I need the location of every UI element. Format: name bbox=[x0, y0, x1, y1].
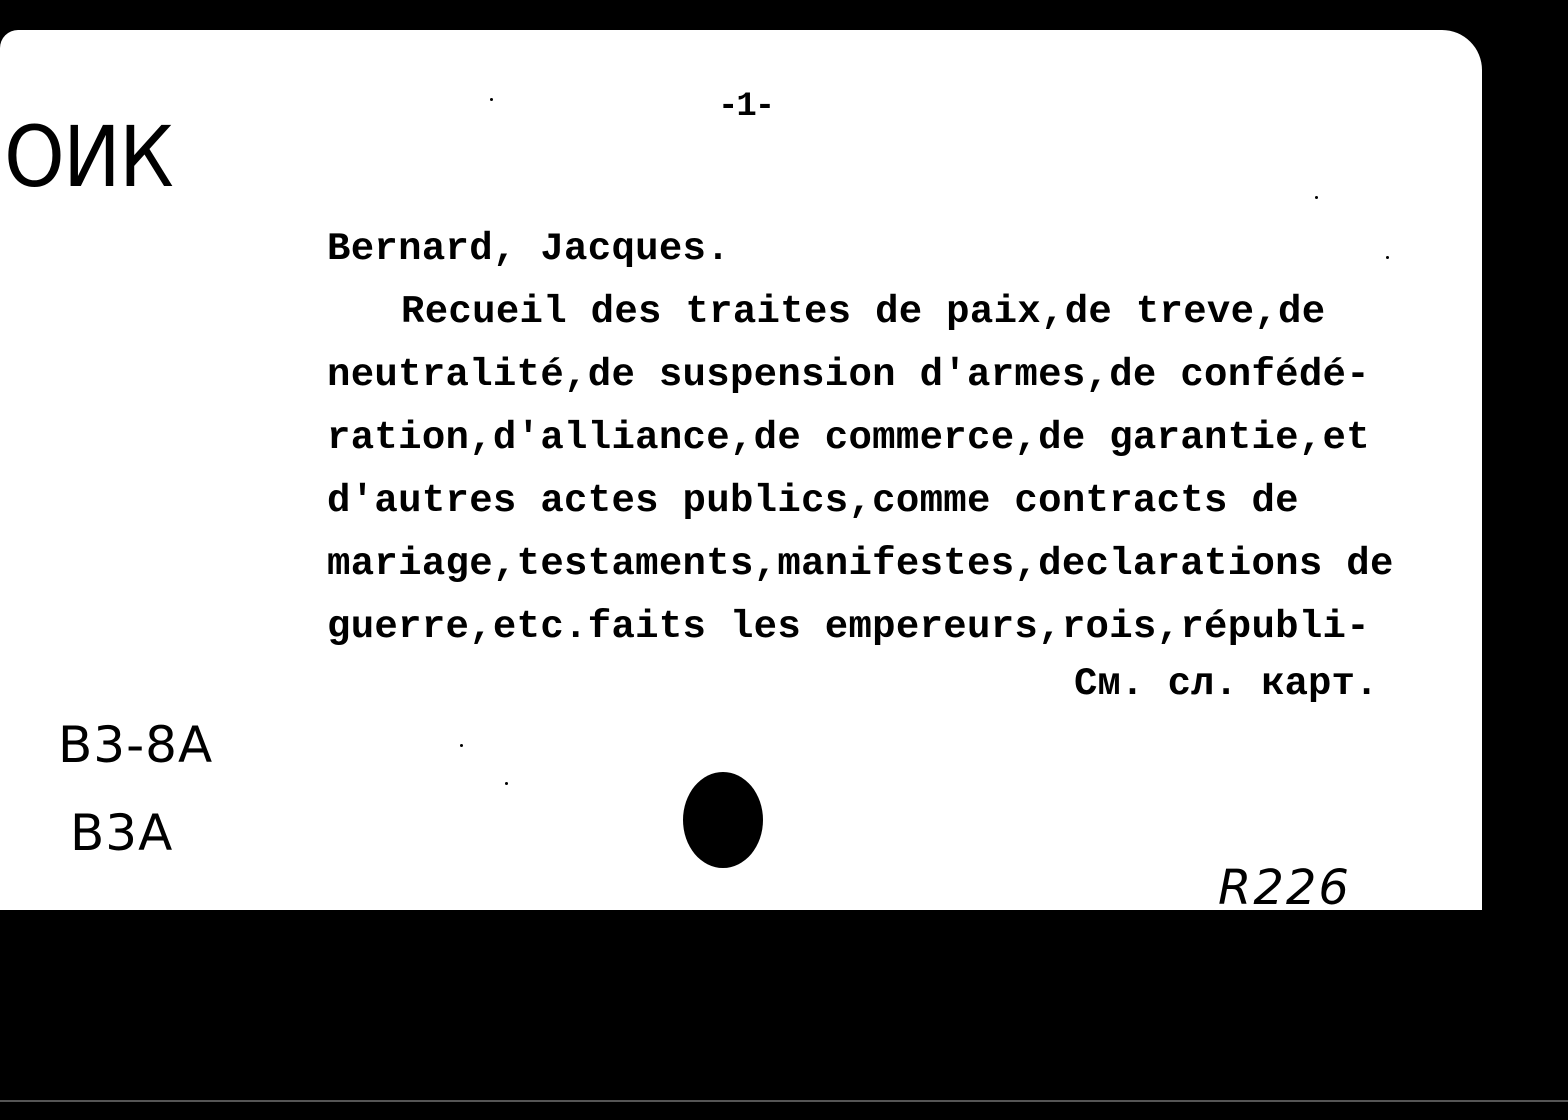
author-line: Bernard, Jacques. bbox=[327, 227, 730, 271]
scan-speck bbox=[1386, 256, 1389, 259]
catalog-card bbox=[0, 30, 1482, 916]
bibliographic-entry bbox=[327, 218, 1457, 659]
scan-speck bbox=[1315, 196, 1318, 199]
scan-speck bbox=[505, 782, 508, 785]
handwritten-collection-mark: ОИК bbox=[4, 108, 172, 206]
scan-speck bbox=[490, 98, 493, 101]
title-line: d'autres actes publics,comme contracts de bbox=[327, 479, 1299, 523]
scanner-edge-line bbox=[0, 1100, 1568, 1102]
handwritten-shelfmark: B3A bbox=[70, 804, 174, 862]
title-line: Recueil des traites de paix,de treve,de bbox=[401, 290, 1326, 334]
see-next-card-note: См. сл. карт. bbox=[1074, 662, 1379, 706]
title-line: mariage,testaments,manifestes,declarations de bbox=[327, 542, 1394, 586]
handwritten-shelfmark: B3-8A bbox=[58, 716, 214, 774]
scan-speck bbox=[460, 744, 463, 747]
title-line: guerre,etc.faits les empereurs,rois,républi- bbox=[327, 605, 1370, 649]
punch-hole bbox=[683, 772, 763, 868]
title-line: neutralité,de suspension d'armes,de confédé- bbox=[327, 353, 1370, 397]
title-line: ration,d'alliance,de commerce,de garantie,et bbox=[327, 416, 1370, 460]
page-number: -1- bbox=[718, 88, 774, 126]
handwritten-code: R226 bbox=[1218, 860, 1351, 916]
